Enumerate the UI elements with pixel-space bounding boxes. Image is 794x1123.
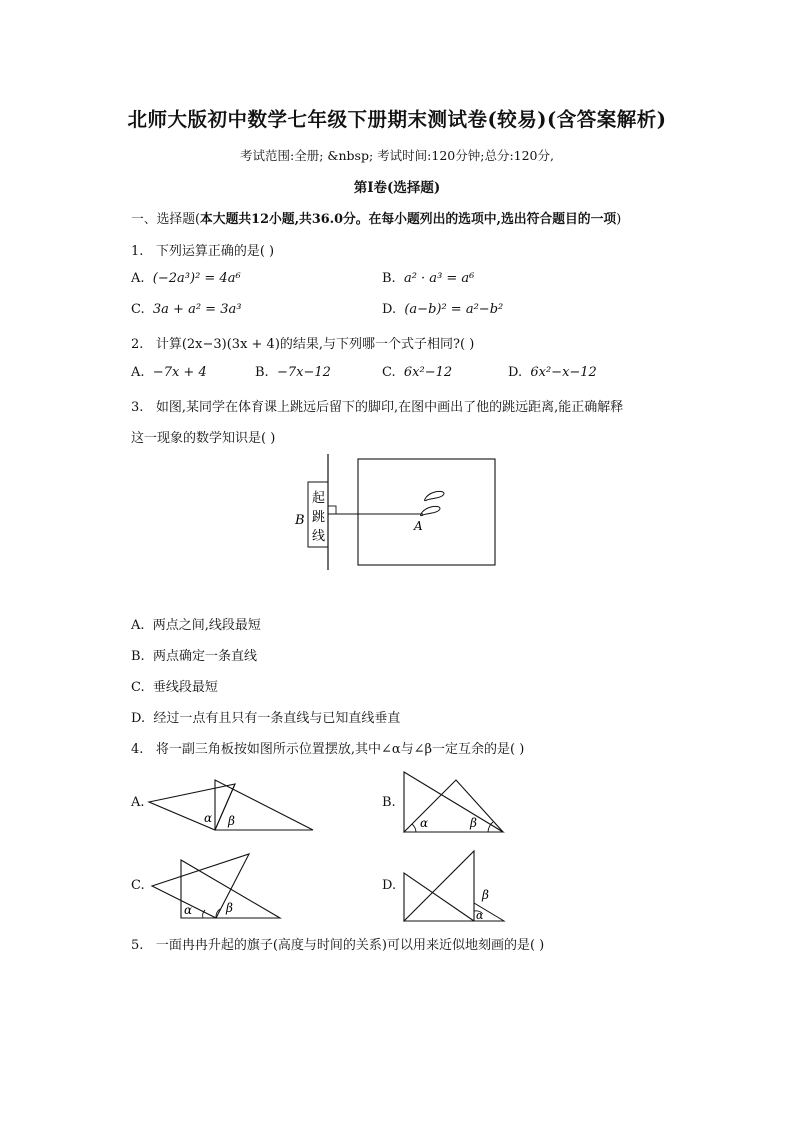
question-5-stem [131,934,544,953]
exam-info: 考试范围:全册; &nbsp; 考试时间:120分钟;总分:120分, [239,148,554,163]
question-3-stem [131,396,623,415]
option-label: A. [131,365,145,380]
option-text: −7x + 4 [152,365,207,380]
question-text-line1: 如图,某同学在体育课上跳远后留下的脚印,在图中画出了他的跳远距离,能正确解释 [155,400,624,415]
question-text: 下列运算正确的是( ) [155,244,275,259]
beta-label: β [226,901,233,915]
q3-option-a [131,614,261,633]
q4-figure-b [398,770,508,835]
question-1-stem [131,240,274,259]
option-label: D. [382,302,397,317]
q4-option-d-label: D. [382,878,397,893]
question-number: 4. [131,742,144,757]
question-number: 3. [131,400,144,415]
footprint-lower [421,506,440,515]
option-text: 两点之间,线段最短 [152,618,261,633]
option-text: 两点确定一条直线 [152,649,257,664]
option-label: D. [508,365,523,380]
q2-option-d [508,365,597,380]
option-label: C. [131,680,145,695]
question-text: 一面冉冉升起的旗子(高度与时间的关系)可以用来近似地刻画的是( ) [155,938,545,953]
section-heading [131,208,621,227]
q2-option-b [255,365,331,380]
q3-option-d [131,707,400,726]
section-bold-text: 本大题共12小题,共36.0分。在每小题列出的选项中,选出符合题目的一项 [199,212,617,227]
question-text: 将一副三角板按如图所示位置摆放,其中∠α与∠β一定互余的是( ) [155,742,525,757]
option-label: C. [382,365,396,380]
section-prefix: 一、选择题( [131,212,200,227]
q4-figure-a [145,770,320,835]
option-text: a² · a³ = a⁶ [403,271,475,286]
option-text: (a−b)² = a²−b² [404,302,504,317]
option-text: −7x−12 [276,365,331,380]
q2-option-a [131,365,207,380]
option-text: 6x²−x−12 [530,365,597,380]
page-title: 北师大版初中数学七年级下册期末测试卷(较易)(含答案解析) [127,108,667,131]
option-text: 经过一点有且只有一条直线与已知直线垂直 [153,711,401,726]
q1-option-a [131,271,241,286]
triangle-ruler-1 [404,873,474,921]
q3-option-b [131,645,257,664]
label-b: B [295,513,305,528]
option-label: B. [131,649,145,664]
option-label: A. [131,271,145,286]
triangle-ruler-2 [404,780,503,832]
q1-option-b [382,271,474,286]
option-label: A. [131,618,145,633]
q3-option-c [131,676,218,695]
alpha-label: α [420,816,429,830]
question-number: 5. [131,938,144,953]
q4-figure-c [148,852,313,922]
q4-option-c-label: C. [131,878,145,893]
alpha-label: α [184,903,193,917]
sand-pit [358,459,495,565]
question-number: 1. [131,244,144,259]
q1-option-d [382,302,503,317]
q4-option-b-label: B. [382,795,396,810]
section-suffix: ) [616,212,622,227]
beta-label: β [228,814,235,828]
q4-figure-d [398,847,508,925]
start-char-2: 跳 [312,510,326,525]
question-3-stem-line2: 这一现象的数学知识是( ) [131,431,276,446]
option-text: (−2a³)² = 4a⁶ [152,271,241,286]
footprint-upper [425,491,444,500]
triangle-ruler-1 [149,784,235,830]
q4-option-a-label: A. [131,795,145,810]
option-label: D. [131,711,146,726]
question-2-stem [131,333,474,352]
start-char-1: 起 [312,491,326,506]
triangle-ruler-2 [152,854,249,918]
alpha-label: α [204,811,213,825]
start-char-3: 线 [312,529,326,544]
option-label: B. [255,365,269,380]
q1-option-c [131,302,241,317]
beta-label: β [470,816,477,830]
long-jump-figure [290,452,505,572]
triangle-ruler-2 [404,851,474,921]
question-4-stem [131,738,524,757]
beta-label: β [482,888,489,902]
option-text: 垂线段最短 [152,680,218,695]
question-number: 2. [131,337,144,352]
label-a: A [414,519,423,533]
option-label: B. [382,271,396,286]
option-label: C. [131,302,145,317]
option-text: 3a + a² = 3a³ [152,302,242,317]
alpha-label: α [476,909,484,922]
right-angle-mark [328,506,336,514]
volume-heading: 第I卷(选择题) [353,180,441,196]
question-text: 计算(2x−3)(3x + 4)的结果,与下列哪一个式子相同?( ) [155,337,475,352]
triangle-ruler-1 [404,772,503,832]
q2-option-c [382,365,452,380]
option-text: 6x²−12 [403,365,453,380]
